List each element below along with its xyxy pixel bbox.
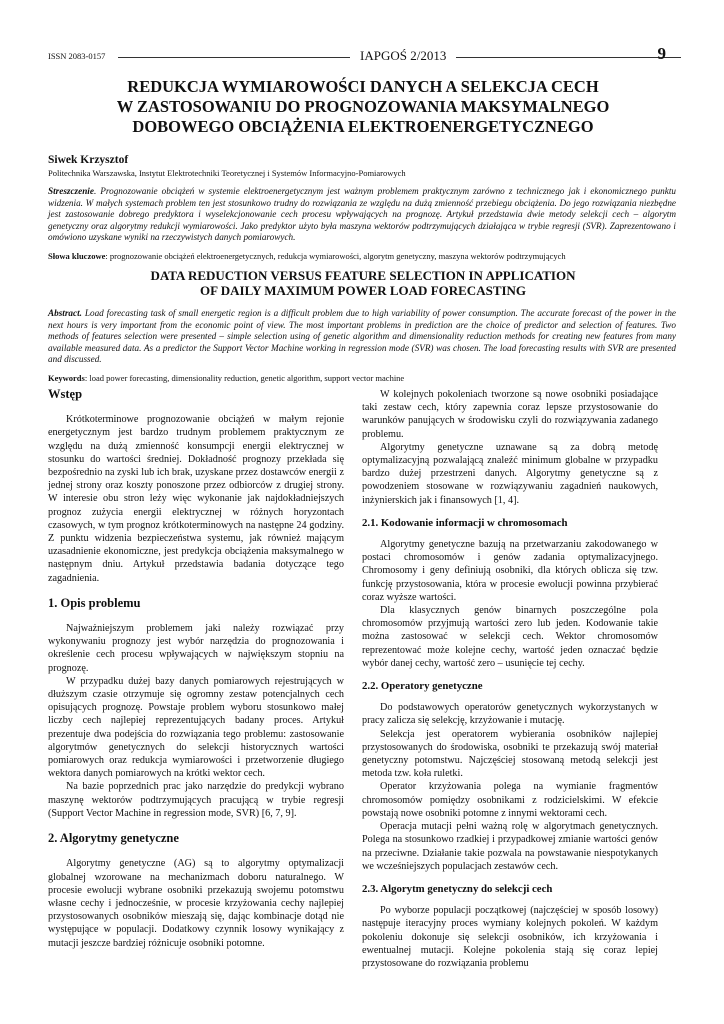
subsection-heading: 2.1. Kodowanie informacji w chromosomach [362,516,568,529]
paragraph: Krótkoterminowe prognozowanie obciążeń w małym rejonie energetycznym jest bardzo trudnym problemem praktycznym ze względu na dużą zmienność konsumpcji energii elektrycznej w stosunku do wartości średniej. Dokładność prognozy przekłada się bezpośrednio na zyski lub ich brak, uzyskane przez dostawców energii z jednej strony oraz koszty ponoszone przez odbiorców z drugiej strony. W interesie obu stron leży więc wykonanie jak najdokładniejszych prognoz zużycia energii elektrycznej w różnych horyzontach czasowych, w tym prognoz krótkoterminowych na następne 24 godziny. Z punktu widzenia bezpieczeństwa systemu, jak również mającym uzasadnienie ekonomiczne, jest predykcja obciążenia maksymalnego w następnym dniu. Artykuł przedstawia badania dotyczące tego zagadnienia. [48,414,344,584]
paragraph: Operator krzyżowania polega na wymianie fragmentów chromosomów pomiędzy osobnikami z rodzicielskimi. W efekcie powstają nowe osobniki potomne z innymi wektorami cech. [362,781,658,819]
paragraph: Do podstawowych operatorów genetycznych wykorzystanych w pracy zalicza się selekcję, krzyżowanie i mutację. [362,702,658,727]
abstract-english [48,308,676,366]
keywords-english [48,373,676,383]
keywords-polish [48,251,676,261]
title-line: REDUKCJA WYMIAROWOŚCI DANYCH A SELEKCJA CECH [127,77,599,96]
header-rule-left [118,57,350,58]
keywords-text: : load power forecasting, dimensionality reduction, genetic algorithm, support vector machine [84,373,405,383]
title-line: W ZASTOSOWANIU DO PROGNOZOWANIA MAKSYMALNEGO [116,97,610,116]
subsection-heading: 2.3. Algorytm genetyczny do selekcji cech [362,882,553,895]
keywords-label: Słowa kluczowe [48,251,106,261]
abstract-text: Load forecasting task of small energetic region is a difficult problem due to high variability of power consumption. The accurate forecast of the power in the next hours is very important from the economic point of view. The most important problems in prediction are the choice of predictor and selection of features. Two methods of features selection were presented – simple selection using of genetic algorithm and dimensionality reduction methods for creating new features from many available measured data. As a predictor the Support Vector Machine working in regression mode (SVR) was chosen. The load forecasting results with SVR are presented and discussed. [48,308,676,365]
title-line: DATA REDUCTION VERSUS FEATURE SELECTION IN APPLICATION [150,268,576,283]
paragraph: Algorytmy genetyczne (AG) są to algorytmy optymalizacji globalnej wzorowane na mechanizmach doboru naturalnego. W procesie ewolucji wybrane osobniki przekazują swojemu potomstwu własne cechy i jednocześnie, w procesie krzyżowania cechy najlepiej przystosowanych osobników mieszają się, dając kombinacje dotąd nie występujące w populacji. Dodatkowy czynnik losowy wynikający z mutacji jeszcze bardziej różnicuje osobniki potomne. [48,858,344,949]
title-english [48,268,678,298]
paragraph: W kolejnych pokoleniach tworzone są nowe osobniki posiadające taki zestaw cech, który zapewnia coraz lepsze przystosowanie do warunków panujących w środowisku czyli do rozwiązywania zadanego problemu. [362,389,658,440]
running-header [48,44,666,64]
header-rule-right [456,57,681,58]
page-number: 9 [657,44,666,63]
keywords-label: Keywords [48,373,85,383]
paragraph: Operacja mutacji pełni ważną rolę w algorytmach genetycznych. Polega na stosunkowo rzadkiej i przypadkowej zmianie wartości genów na przeciwne. Działanie takie pozwala na powstawanie niespotykanych we wcześniejszych populacjach zestawów cech. [362,821,658,872]
issn: ISSN 2083-0157 [48,51,106,61]
title-line: DOBOWEGO OBCIĄŻENIA ELEKTROENERGETYCZNEGO [132,117,594,136]
paragraph: W przypadku dużej bazy danych pomiarowych rejestrujących w dłuższym czasie otrzymuje się ogromny zestaw potencjalnych cech opisujących prognozę. Powstaje problem wyboru stosunkowo małej liczby cech najlepiej reprezentujących badany proces. Artykuł prezentuje dwa podejścia do rozwiązania tego problemu: zastosowanie algorytmów genetycznych do selekcji historycznych wartości pomiarowych oraz redukcja wymiarowości i przetworzenie długiego wektora danych pomiarowych na krótki wektor cech. [48,675,344,780]
paragraph: Algorytmy genetyczne uznawane są za dobrą metodę optymalizacyjną pozwalającą znaleźć minimum globalne w przypadku bardzo dużej przestrzeni danych. Algorytmy genetyczne są z powodzeniem stosowane w rozwiązywaniu zagadnień naukowych, inżynierskich jak i finansowych [1, 4]. [362,441,658,506]
abstract-label: Abstract. [48,308,82,318]
journal-name: IAPGOŚ 2/2013 [360,48,447,63]
abstract-text: . Prognozowanie obciążeń w systemie elektroenergetycznym jest ważnym problemem praktycznym zarówno z technicznego jak i ekonomicznego punktu widzenia. W małych systemach problem ten jest stosunkowo trudny do rozwiązania ze względu na dużą zmienność przebiegu obciążenia. Do jego rozwiązania niezbędne jest zastosowanie dobrego predyktora i wyselekcjonowanie cech procesu wpływających na prognozę. Artykuł przedstawia dwie metody selekcji cech – algorytm genetyczny oraz algorytmy redukcji wymiarowości. Jako predyktor użyto była maszyna wektorów podtrzymujących działająca w trybie regresji (SVR). Zaprezentowano i omówiono uzyskane wyniki na rzeczywistych danych pomiarowych. [48,186,676,243]
section-heading: 1. Opis problemu [48,595,141,610]
abstract-label: Streszczenie [48,186,94,196]
paragraph: Na bazie poprzednich prac jako narzędzie do predykcji wybrano maszynę wektorów podtrzymujących pracującą w trybie regresji (Support Vector Machine in regression mode, SVR) [6, 7, 9]. [48,781,344,819]
right-column [362,388,658,970]
affiliation: Politechnika Warszawska, Instytut Elektrotechniki Teoretycznej i Systemów Informacyjno-Pomiarowych [48,168,406,178]
author-name: Siwek Krzysztof [48,154,129,166]
paragraph: Selekcja jest operatorem wybierania osobników najlepiej przystosowanych do środowiska, osobniki te przekazują swój materiał genetyczny potomstwu. Najczęściej stosowaną metodą selekcji jest metoda tzw. koła ruletki. [362,728,658,780]
paragraph: Dla klasycznych genów binarnych poszczególne pola chromosomów przyjmują wartości zero lub jeden. Kodowanie takie można zastosować w selekcji cech. Wektor chromosomów reprezentować może kolejne cechy, wartość jeden oznaczać będzie wybór danej cechy, wartość zero – usunięcie tej cechy. [362,605,658,669]
section-heading: Wstęp [48,387,83,401]
subsection-heading: 2.2. Operatory genetyczne [362,680,483,693]
abstract-polish [48,186,676,244]
left-column [48,388,344,950]
keywords-text: : prognozowanie obciążeń elektroenergetycznych, redukcja wymiarowości, algorytm genetyczny, maszyna wektorów podtrzymujących [105,251,566,261]
title-line: OF DAILY MAXIMUM POWER LOAD FORECASTING [199,283,527,298]
title-polish [48,77,678,137]
paragraph: Najważniejszym problemem jaki należy rozwiązać przy wykonywaniu prognozy jest wybór narzędzia do prognozowania i określenie cech procesu wpływających w największym stopniu na prognozę. [48,623,344,674]
paragraph: Algorytmy genetyczne bazują na przetwarzaniu zakodowanego w postaci chromosomów i genów zadania optymalizacyjnego. Chromosomy i geny definiują osobniki, dla których oblicza się tzw. funkcję przystosowania, która w procesie ewolucji powinna przybierać coraz wyższe wartości. [362,539,658,603]
section-heading: 2. Algorytmy genetyczne [48,831,179,846]
paragraph: Po wyborze populacji początkowej (najczęściej w sposób losowy) następuje iteracyjny proces wymiany kolejnych pokoleń. W każdym pokoleniu dokonuje się selekcji osobników, ich krzyżowania i ewentualnej mutacji. Kolejne pokolenia stają się coraz lepiej przystosowane do rozwiązania problemu [362,905,658,969]
